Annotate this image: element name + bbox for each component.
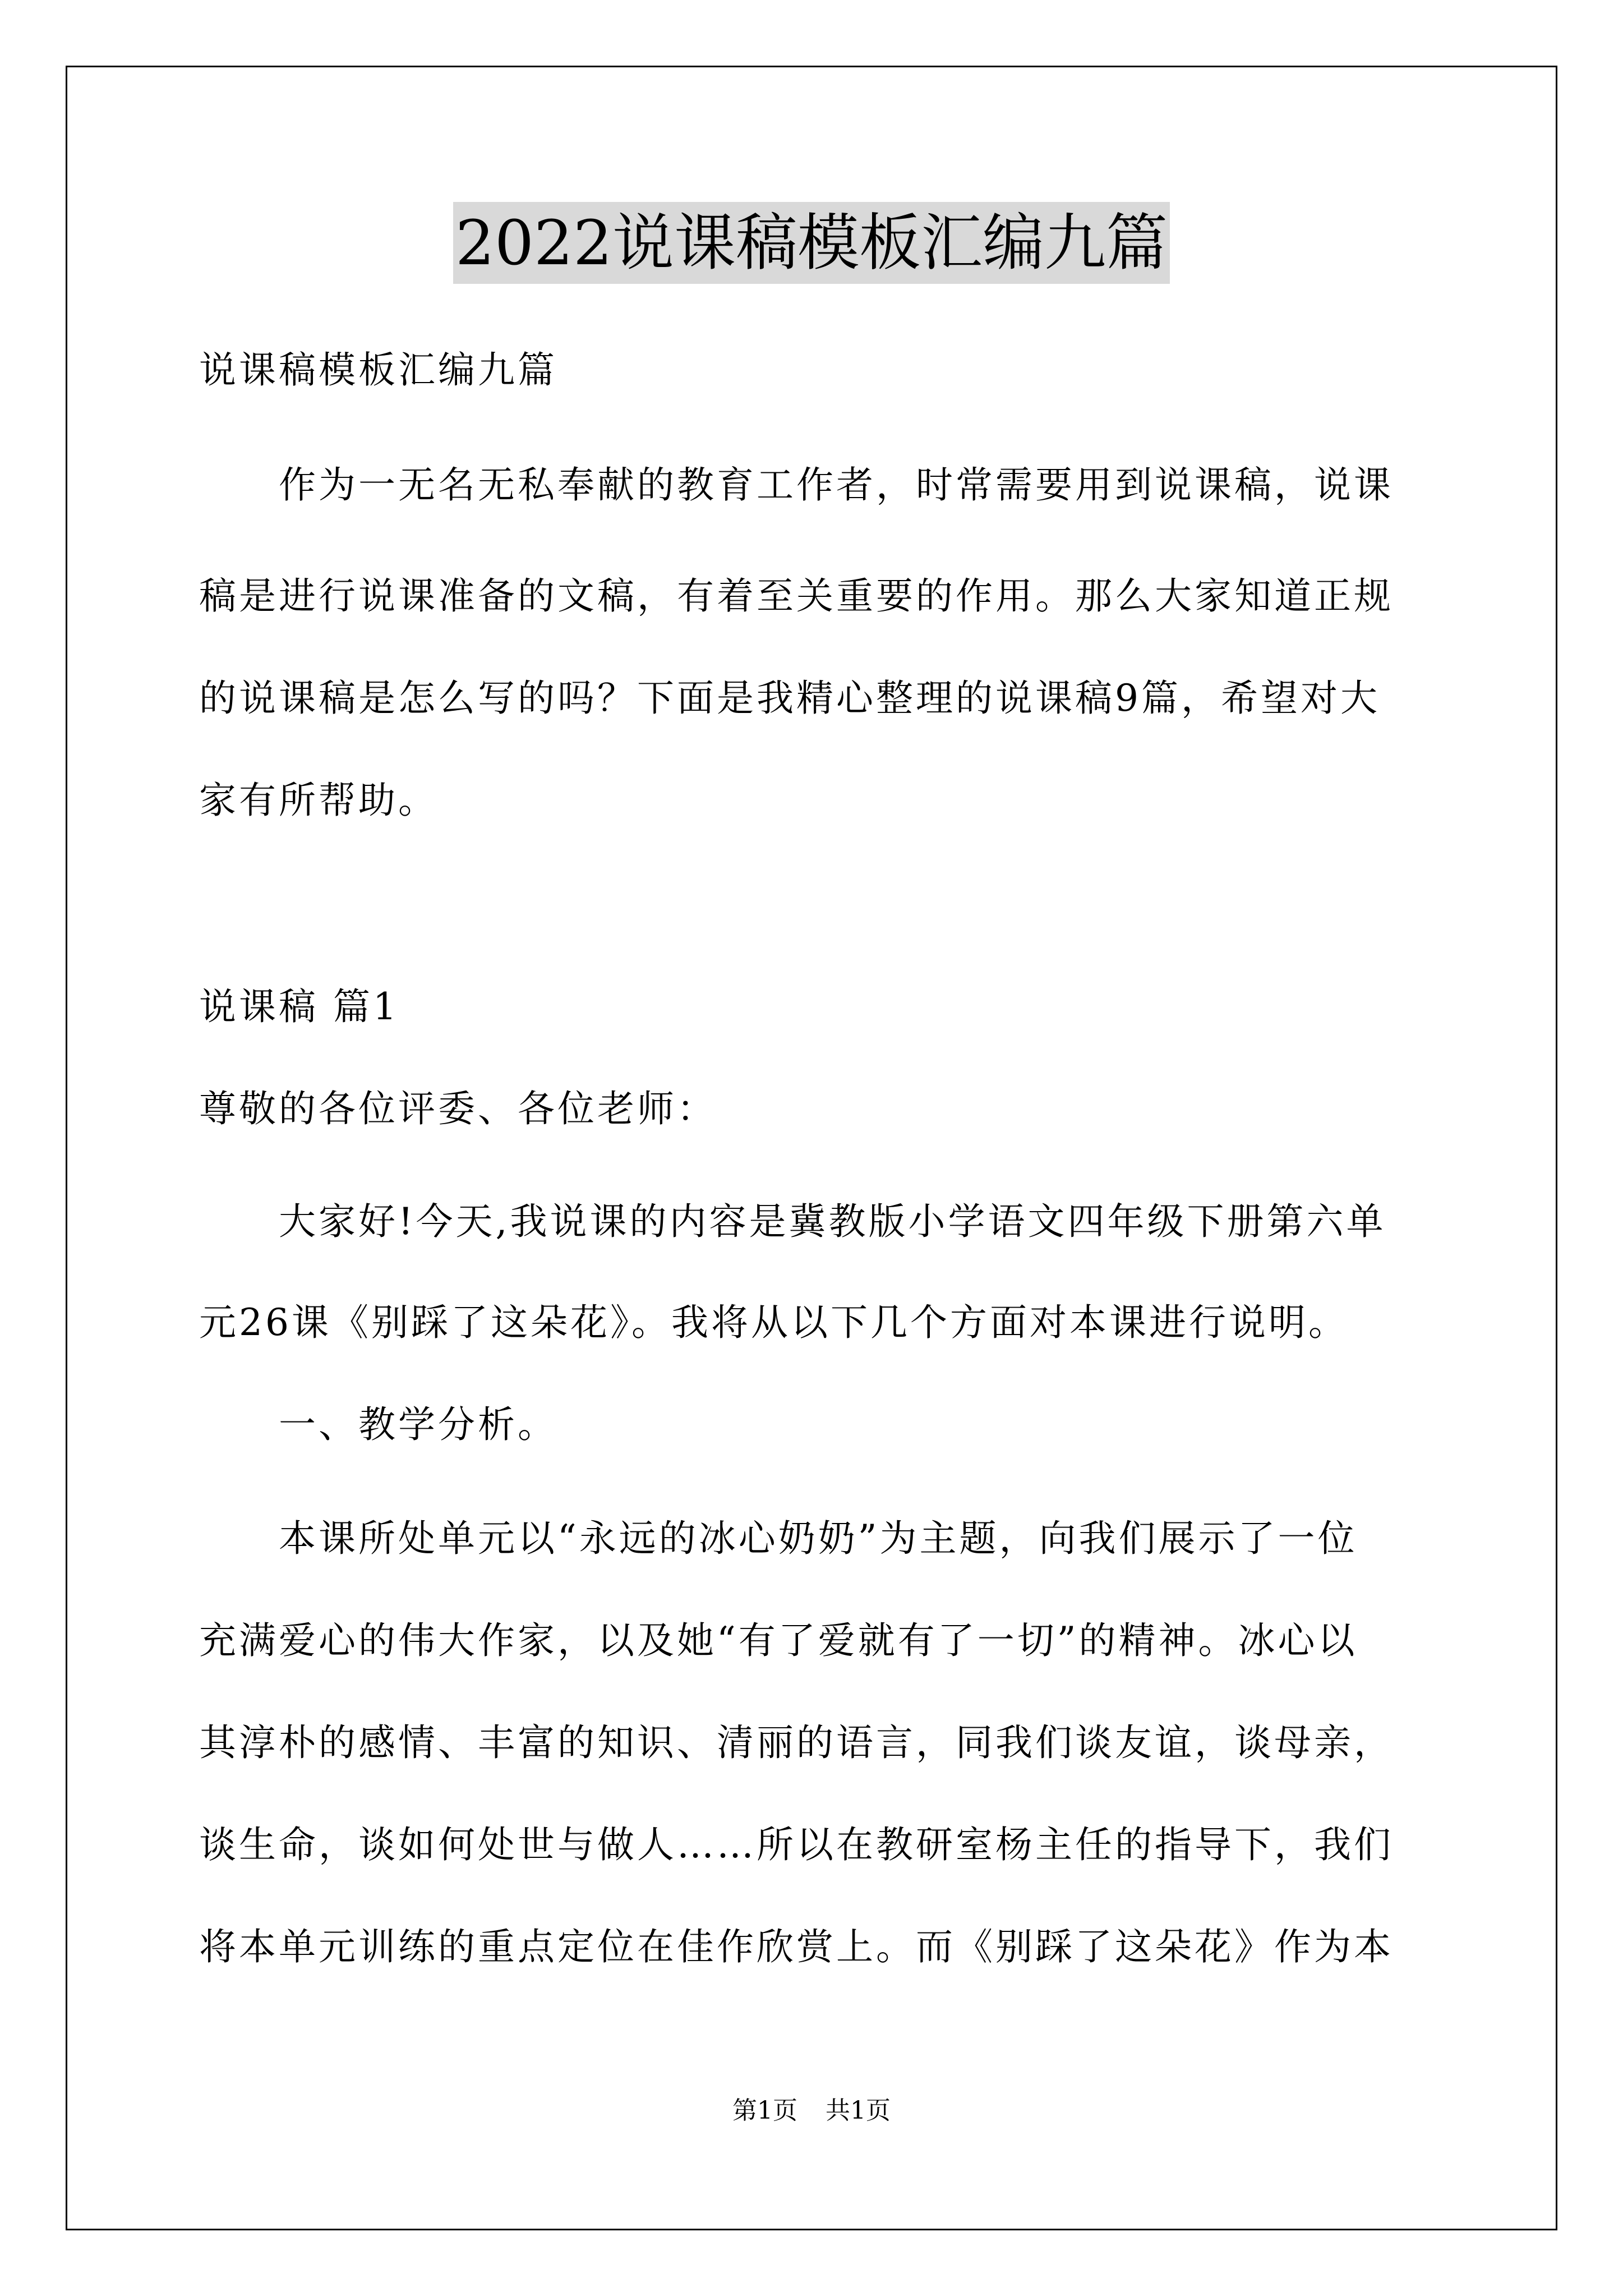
subtitle-line: 说课稿模板汇编九篇 <box>199 348 557 392</box>
section-heading: 说课稿 篇1 <box>199 985 399 1028</box>
paragraph-line: 作为一无名无私奉献的教育工作者，时常需要用到说课稿，说课 <box>279 463 1394 507</box>
paragraph-line: 将本单元训练的重点定位在佳作欣赏上。而《别踩了这朵花》作为本 <box>199 1925 1394 1968</box>
paragraph-line: 谈生命，谈如何处世与做人……所以在教研室杨主任的指导下，我们 <box>199 1823 1394 1866</box>
paragraph-line: 稿是进行说课准备的文稿，有着至关重要的作用。那么大家知道正规 <box>199 574 1394 618</box>
paragraph-line: 元26课《别踩了这朵花》。我将从以下几个方面对本课进行说明。 <box>199 1301 1348 1344</box>
salutation-line: 尊敬的各位评委、各位老师： <box>199 1087 717 1130</box>
section-subheading: 一、教学分析。 <box>279 1403 557 1446</box>
title-container <box>0 202 1623 284</box>
paragraph-line: 本课所处单元以“永远的冰心奶奶”为主题，向我们展示了一位 <box>279 1517 1358 1560</box>
page-number-total: 共1页 <box>826 2096 891 2125</box>
paragraph-line: 其淳朴的感情、丰富的知识、清丽的语言，同我们谈友谊，谈母亲， <box>199 1721 1394 1764</box>
document-title: 2022说课稿模板汇编九篇 <box>453 202 1170 284</box>
paragraph-line: 大家好!今天,我说课的内容是冀教版小学语文四年级下册第六单 <box>279 1200 1386 1243</box>
page-footer <box>0 2095 1623 2127</box>
paragraph-line: 家有所帮助。 <box>199 779 438 822</box>
page-number-current: 第1页 <box>732 2096 797 2125</box>
paragraph-line: 的说课稿是怎么写的吗？下面是我精心整理的说课稿9篇，希望对大 <box>199 677 1380 720</box>
paragraph-line: 充满爱心的伟大作家，以及她“有了爱就有了一切”的精神。冰心以 <box>199 1619 1358 1662</box>
